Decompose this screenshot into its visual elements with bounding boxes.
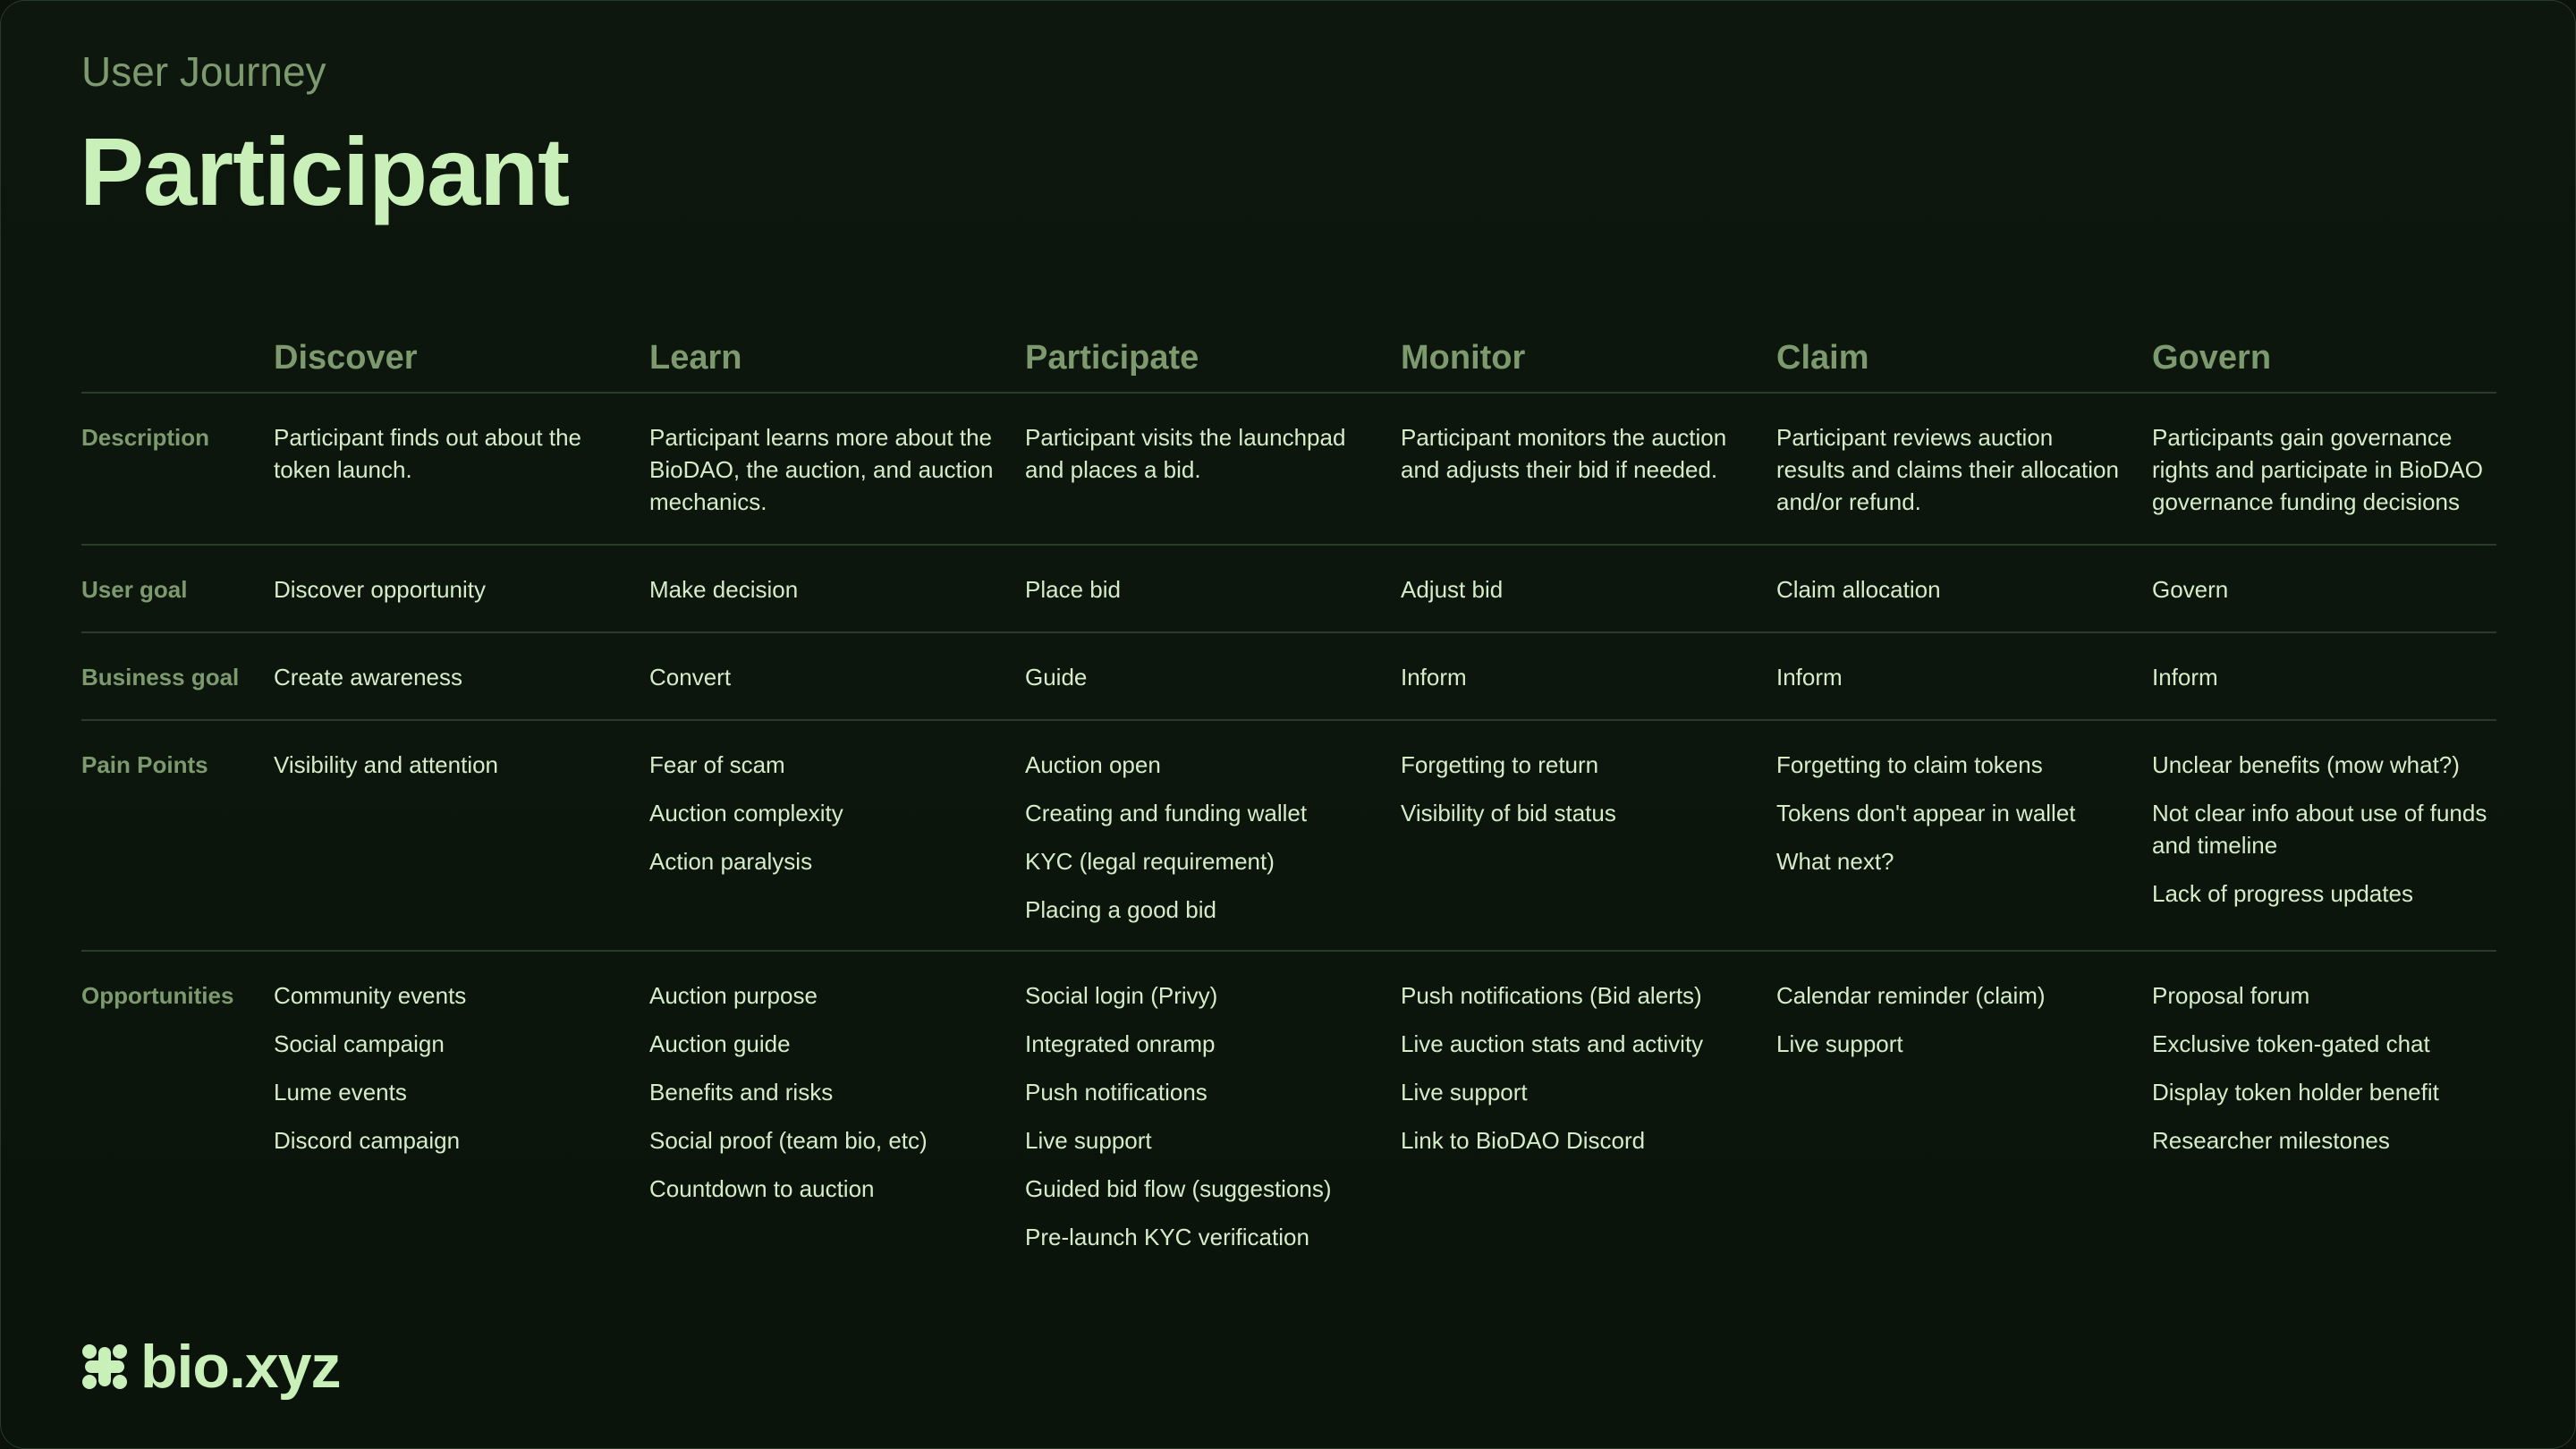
cell-item: Participant visits the launchpad and places a bid.: [1025, 424, 1346, 483]
cell-item: Auction open: [1025, 751, 1161, 778]
cell-item: Place bid: [1025, 576, 1121, 603]
journey-cell: [274, 749, 618, 797]
cell-item: Link to BioDAO Discord: [1401, 1127, 1646, 1154]
cell-item: Tokens don't appear in wallet: [1776, 800, 2076, 826]
stage-header-participate: Participate: [1025, 339, 1199, 377]
cell-item: Social campaign: [274, 1030, 445, 1057]
journey-cell: [1776, 749, 2121, 894]
cell-item: Participants gain governance rights and participate in BioDAO governance funding decisions: [2152, 424, 2483, 515]
journey-cell: [1025, 661, 1369, 709]
journey-cell: [1025, 979, 1369, 1269]
cell-item: Inform: [1776, 664, 1843, 691]
stage-header-govern: Govern: [2152, 339, 2272, 377]
cell-item: Govern: [2152, 576, 2229, 603]
stage-header-claim: Claim: [1776, 339, 1869, 377]
cell-item: Live auction stats and activity: [1401, 1030, 1704, 1057]
row-label: Pain Points: [81, 751, 208, 778]
journey-cell: [1776, 573, 2121, 622]
journey-cell: [1025, 421, 1369, 502]
cell-item: Participant finds out about the token launch.: [274, 424, 582, 483]
row-label: Business goal: [81, 664, 240, 691]
cell-item: Live support: [1025, 1127, 1152, 1154]
cell-item: Discord campaign: [274, 1127, 461, 1154]
journey-cell: [2152, 421, 2496, 534]
cell-item: Visibility and attention: [274, 751, 499, 778]
cell-item: Convert: [649, 664, 732, 691]
journey-cell: [1401, 421, 1745, 502]
stage-header-discover: Discover: [274, 339, 418, 377]
divider: [81, 719, 2496, 721]
cell-item: Community events: [274, 982, 467, 1009]
journey-cell: [649, 749, 994, 894]
cell-item: Creating and funding wallet: [1025, 800, 1308, 826]
cell-item: Integrated onramp: [1025, 1030, 1216, 1057]
cell-item: Auction purpose: [649, 982, 818, 1009]
journey-cell: [274, 573, 618, 622]
bio-asterisk-icon: [81, 1343, 128, 1390]
stage-header-learn: Learn: [649, 339, 742, 377]
cell-item: Exclusive token-gated chat: [2152, 1030, 2430, 1057]
page-title: Participant: [80, 117, 570, 225]
brand-wordmark: bio.xyz: [140, 1333, 341, 1401]
cell-item: Participant reviews auction results and claims their allocation and/or refund.: [1776, 424, 2119, 515]
cell-item: Researcher milestones: [2152, 1127, 2390, 1154]
cell-item: Countdown to auction: [649, 1175, 875, 1202]
journey-cell: [1401, 979, 1745, 1173]
journey-cell: [1025, 573, 1369, 622]
cell-item: Social login (Privy): [1025, 982, 1218, 1009]
cell-item: Forgetting to return: [1401, 751, 1599, 778]
journey-cell: [274, 421, 618, 502]
journey-cell: [1025, 749, 1369, 942]
cell-item: Push notifications (Bid alerts): [1401, 982, 1702, 1009]
cell-item: Live support: [1401, 1079, 1528, 1106]
cell-item: Benefits and risks: [649, 1079, 834, 1106]
journey-cell: [1776, 661, 2121, 709]
brand-logo: [81, 1332, 341, 1402]
cell-item: Guide: [1025, 664, 1088, 691]
stage-header-monitor: Monitor: [1401, 339, 1526, 377]
journey-cell: [649, 661, 994, 709]
cell-item: Pre-launch KYC verification: [1025, 1224, 1309, 1250]
cell-item: Not clear info about use of funds and timeline: [2152, 800, 2487, 859]
journey-cell: [649, 573, 994, 622]
cell-item: Unclear benefits (mow what?): [2152, 751, 2460, 778]
divider: [81, 392, 2496, 394]
cell-item: Claim allocation: [1776, 576, 1941, 603]
row-label: Opportunities: [81, 982, 234, 1009]
journey-cell: [1401, 573, 1745, 622]
journey-cell: [1776, 979, 2121, 1076]
journey-cell: [2152, 979, 2496, 1173]
cell-item: Inform: [1401, 664, 1467, 691]
cell-item: Lume events: [274, 1079, 407, 1106]
cell-item: Create awareness: [274, 664, 462, 691]
journey-cell: [1401, 661, 1745, 709]
divider: [81, 950, 2496, 952]
page-kicker: User Journey: [81, 48, 326, 95]
divider: [81, 631, 2496, 633]
cell-item: Discover opportunity: [274, 576, 486, 603]
cell-item: Participant monitors the auction and adjusts their bid if needed.: [1401, 424, 1727, 483]
journey-cell: [2152, 661, 2496, 709]
cell-item: Auction guide: [649, 1030, 791, 1057]
cell-item: Lack of progress updates: [2152, 880, 2413, 907]
cell-item: Social proof (team bio, etc): [649, 1127, 928, 1154]
journey-cell: [649, 979, 994, 1221]
cell-item: Participant learns more about the BioDAO, the auction, and auction mechanics.: [649, 424, 994, 515]
cell-item: Visibility of bid status: [1401, 800, 1616, 826]
cell-item: Forgetting to claim tokens: [1776, 751, 2043, 778]
journey-cell: [274, 979, 618, 1173]
journey-cell: [274, 661, 618, 709]
cell-item: Proposal forum: [2152, 982, 2310, 1009]
cell-item: Guided bid flow (suggestions): [1025, 1175, 1332, 1202]
cell-item: Adjust bid: [1401, 576, 1504, 603]
cell-item: Fear of scam: [649, 751, 785, 778]
cell-item: Auction complexity: [649, 800, 843, 826]
row-label: Description: [81, 424, 210, 451]
journey-cell: [2152, 573, 2496, 622]
cell-item: Make decision: [649, 576, 799, 603]
row-label: User goal: [81, 576, 188, 603]
cell-item: Calendar reminder (claim): [1776, 982, 2046, 1009]
cell-item: Action paralysis: [649, 848, 813, 875]
divider: [81, 544, 2496, 546]
cell-item: Inform: [2152, 664, 2218, 691]
cell-item: Live support: [1776, 1030, 1903, 1057]
cell-item: KYC (legal requirement): [1025, 848, 1275, 875]
cell-item: What next?: [1776, 848, 1894, 875]
cell-item: Push notifications: [1025, 1079, 1208, 1106]
cell-item: Placing a good bid: [1025, 896, 1216, 923]
cell-item: Display token holder benefit: [2152, 1079, 2439, 1106]
journey-cell: [649, 421, 994, 534]
journey-cell: [1776, 421, 2121, 534]
journey-cell: [2152, 749, 2496, 926]
journey-cell: [1401, 749, 1745, 845]
